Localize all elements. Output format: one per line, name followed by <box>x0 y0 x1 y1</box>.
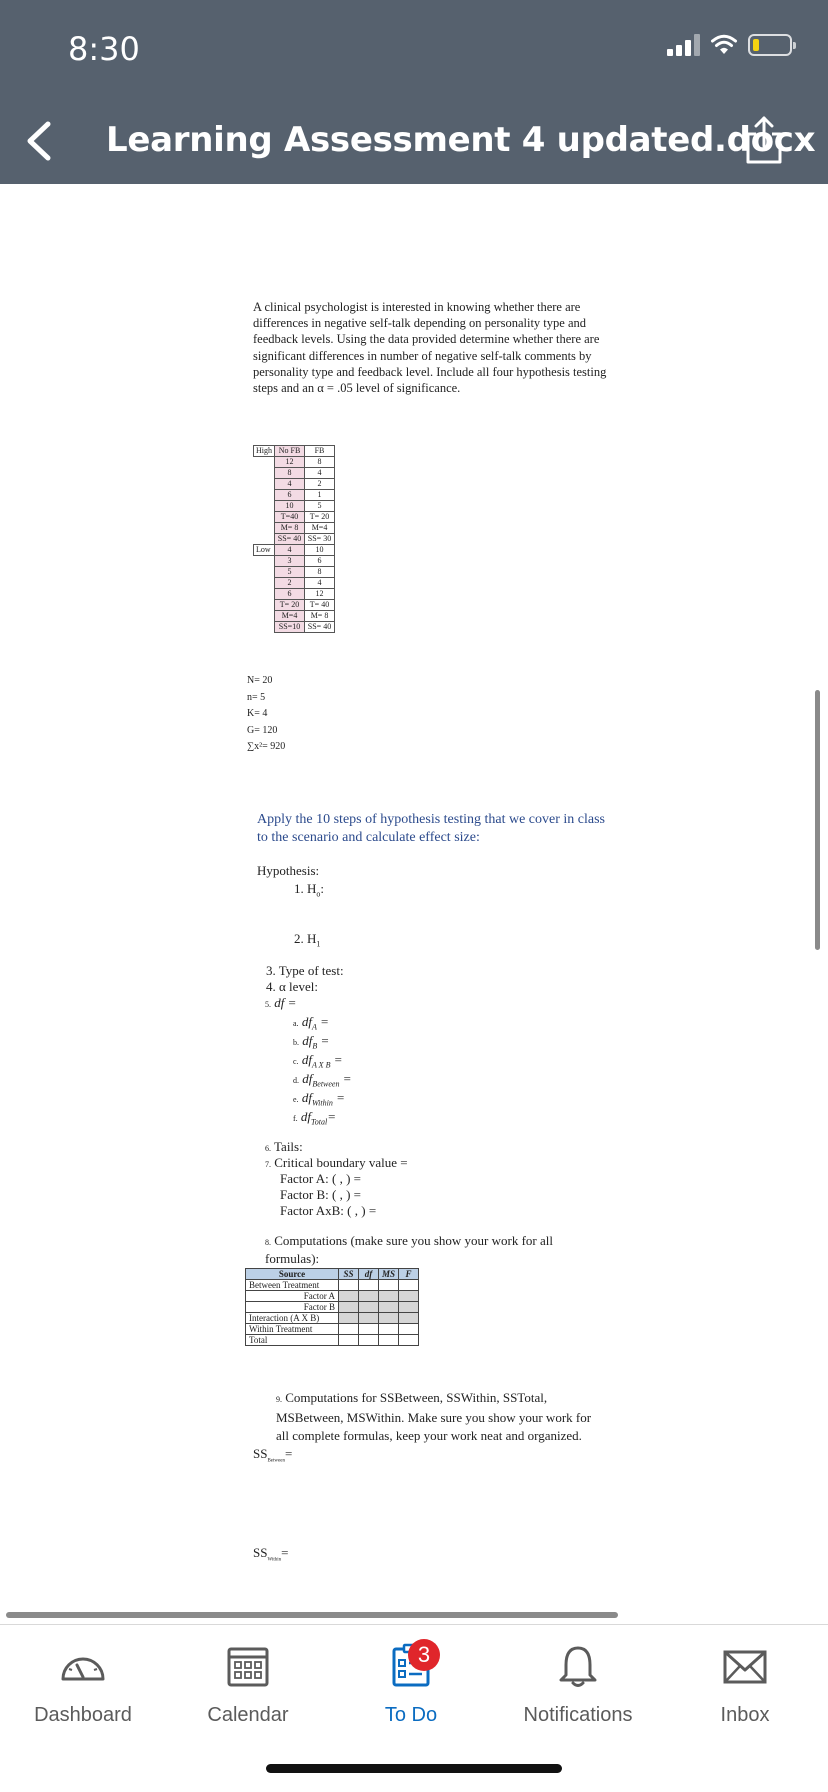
tab-label: Inbox <box>720 1704 770 1726</box>
df-equals: = <box>330 1052 343 1067</box>
step-ss-computations <box>276 1389 606 1445</box>
tab-notifications[interactable] <box>510 1643 646 1727</box>
table-row <box>254 545 335 556</box>
status-time: 8:30 <box>68 30 140 68</box>
table-row <box>254 501 335 512</box>
ss-subscript: Within <box>267 1557 282 1563</box>
step-number: 8. <box>265 1238 271 1247</box>
table-row <box>246 1269 419 1280</box>
alternative-hypothesis <box>294 931 320 949</box>
table-cell: M= 8 <box>305 611 335 622</box>
table-row <box>254 534 335 545</box>
back-chevron-icon[interactable] <box>20 116 60 166</box>
list-marker: a. <box>293 1019 299 1028</box>
battery-icon <box>748 34 792 56</box>
row-interaction: Interaction (A X B) <box>246 1313 339 1324</box>
table-cell: 2 <box>305 479 335 490</box>
step-tails-label: Tails: <box>274 1139 303 1154</box>
h0-label: 1. H <box>294 881 317 896</box>
row-label-low: Low <box>254 545 275 556</box>
tab-label: To Do <box>384 1704 438 1726</box>
df-subscript: Total <box>311 1117 328 1127</box>
df-equals: = <box>327 1109 336 1124</box>
table-row <box>254 457 335 468</box>
bell-icon <box>555 1643 601 1689</box>
column-header-ms: MS <box>379 1269 399 1280</box>
df-symbol: df <box>302 1071 313 1086</box>
ss-symbol: SS <box>253 1446 268 1461</box>
table-cell: 1 <box>305 490 335 501</box>
table-cell: 8 <box>275 468 305 479</box>
table-cell: 3 <box>275 556 305 567</box>
tab-label: Dashboard <box>34 1704 132 1726</box>
question-prompt: A clinical psychologist is interested in knowing whether there are differences in negative self-talk depending on personality type and feedback levels. Using the data provided determine whether there are significant differences in number of negative self-talk comments by personality type and feedback level. Include all four hypothesis testing steps and an α = .05 level of significance. <box>253 300 607 396</box>
stat-n-total: N= 20 <box>247 675 273 686</box>
table-cell: 6 <box>305 556 335 567</box>
df-symbol: df <box>302 1033 313 1048</box>
factor-axb-critical: Factor AxB: ( , ) = <box>280 1203 377 1218</box>
table-cell: 12 <box>305 589 335 600</box>
stat-n-group: n= 5 <box>247 691 266 703</box>
cellular-signal-icon <box>667 34 700 56</box>
table-cell: M=4 <box>275 611 305 622</box>
column-header-fb: FB <box>305 446 335 457</box>
calendar-icon <box>225 1643 271 1689</box>
list-marker: d. <box>293 1076 299 1085</box>
share-icon[interactable] <box>742 114 786 166</box>
step-number: 7. <box>265 1160 271 1169</box>
table-row <box>254 479 335 490</box>
tab-to-do[interactable] <box>366 1643 456 1727</box>
stat-sum-x-squared: ∑x²= 920 <box>247 741 286 752</box>
table-row <box>246 1280 419 1291</box>
h0-subscript: o <box>316 889 321 899</box>
list-marker: e. <box>293 1095 299 1104</box>
step-type-of-test: 3. Type of test: <box>266 963 344 978</box>
df-symbol: df <box>301 1052 312 1067</box>
df-symbol: df <box>301 1014 312 1029</box>
table-row <box>254 600 335 611</box>
tab-label: Notifications <box>523 1704 633 1726</box>
table-cell: SS= 40 <box>305 622 335 633</box>
table-cell: 6 <box>275 589 305 600</box>
inbox-icon <box>722 1643 768 1689</box>
table-cell: 10 <box>305 545 335 556</box>
df-subscript: B <box>312 1041 318 1051</box>
tab-calendar[interactable] <box>198 1643 298 1727</box>
step-tails <box>265 1139 303 1155</box>
step-critical-label: Critical boundary value = <box>274 1155 408 1170</box>
tab-label: Calendar <box>207 1704 289 1726</box>
step-computations <box>265 1233 595 1267</box>
table-cell: T= 20 <box>305 512 335 523</box>
table-cell: SS= 40 <box>275 534 305 545</box>
list-marker: c. <box>293 1057 299 1066</box>
list-marker: f. <box>293 1114 298 1123</box>
table-cell: 4 <box>275 479 305 490</box>
table-cell: 2 <box>275 578 305 589</box>
table-cell: 5 <box>275 567 305 578</box>
table-cell: T= 40 <box>305 600 335 611</box>
table-row <box>246 1313 419 1324</box>
ss-between-line <box>253 1446 292 1464</box>
row-between-treatment: Between Treatment <box>246 1280 339 1291</box>
table-cell: T=40 <box>275 512 305 523</box>
df-symbol: df <box>300 1109 312 1124</box>
column-header-source: Source <box>246 1269 339 1280</box>
table-row <box>254 468 335 479</box>
table-row <box>254 611 335 622</box>
table-row <box>246 1335 419 1346</box>
df-equals: = <box>316 1014 329 1029</box>
row-total: Total <box>246 1335 339 1346</box>
table-cell: M= 8 <box>275 523 305 534</box>
step-number: 9. <box>276 1395 282 1404</box>
table-row <box>254 523 335 534</box>
df-between <box>293 1071 352 1089</box>
anova-table <box>245 1268 419 1346</box>
stat-g: G= 120 <box>247 724 278 736</box>
table-row <box>254 556 335 567</box>
document-viewer[interactable] <box>0 184 828 1624</box>
table-cell: 12 <box>275 457 305 468</box>
df-equals: = <box>332 1090 345 1105</box>
null-hypothesis <box>294 881 324 899</box>
ss-symbol: SS <box>253 1545 268 1560</box>
df-equals: = <box>317 1033 330 1048</box>
table-cell: M=4 <box>305 523 335 534</box>
ss-equals: = <box>284 1446 293 1461</box>
step-ss-label: Computations for SSBetween, SSWithin, SSTotal, MSBetween, MSWithin. Make sure you show your work for all complete formulas, keep your work neat and organized. <box>276 1390 592 1443</box>
step-computations-label: Computations (make sure you show your work for all formulas): <box>265 1233 553 1266</box>
hypothesis-label: Hypothesis: <box>257 863 320 878</box>
home-indicator[interactable] <box>266 1764 562 1773</box>
df-subscript: A X B <box>311 1060 331 1070</box>
tab-dashboard[interactable] <box>28 1643 138 1727</box>
table-cell: 4 <box>275 545 305 556</box>
table-cell: 6 <box>275 490 305 501</box>
h1-label: 2. H <box>294 931 317 946</box>
horizontal-scrollbar[interactable] <box>6 1612 618 1618</box>
step-number: 5. <box>265 1000 271 1009</box>
data-table <box>253 445 335 633</box>
tab-inbox[interactable] <box>710 1643 780 1727</box>
step-critical-value <box>265 1155 408 1171</box>
table-cell: SS= 30 <box>305 534 335 545</box>
df-symbol: df <box>301 1090 312 1105</box>
instructions: Apply the 10 steps of hypothesis testing that we cover in class to the scenario and calculate effect size: <box>257 812 605 845</box>
df-a <box>293 1014 329 1032</box>
table-cell: 8 <box>305 567 335 578</box>
app-header <box>0 0 828 184</box>
table-row <box>254 512 335 523</box>
ss-subscript: Between <box>267 1458 285 1464</box>
df-subscript: Within <box>311 1098 333 1108</box>
factor-a-critical: Factor A: ( , ) = <box>280 1171 361 1186</box>
df-axb <box>293 1052 342 1070</box>
todo-count-badge: 3 <box>408 1639 440 1671</box>
table-cell: SS=10 <box>275 622 305 633</box>
row-label-high: High <box>254 446 275 457</box>
table-cell: 4 <box>305 578 335 589</box>
stat-k: K= 4 <box>247 708 268 719</box>
step-alpha-level: 4. α level: <box>266 979 318 994</box>
step-df <box>265 995 296 1011</box>
table-row <box>246 1291 419 1302</box>
summary-stats <box>247 673 285 756</box>
df-equals: = <box>339 1071 352 1086</box>
ss-within-line <box>253 1545 289 1563</box>
df-subscript: A <box>311 1022 317 1032</box>
vertical-scrollbar[interactable] <box>815 690 820 950</box>
step-df-label: df = <box>274 995 297 1010</box>
column-header-f: F <box>399 1269 419 1280</box>
df-total <box>293 1109 336 1127</box>
list-marker: b. <box>293 1038 299 1047</box>
status-icons <box>667 34 792 56</box>
table-row <box>254 578 335 589</box>
table-row <box>254 490 335 501</box>
table-cell: T= 20 <box>275 600 305 611</box>
table-row <box>254 622 335 633</box>
table-cell: 4 <box>305 468 335 479</box>
row-factor-b: Factor B <box>246 1302 339 1313</box>
column-header-df: df <box>359 1269 379 1280</box>
factor-b-critical: Factor B: ( , ) = <box>280 1187 361 1202</box>
column-header-ss: SS <box>339 1269 359 1280</box>
table-cell: 5 <box>305 501 335 512</box>
table-cell: 10 <box>275 501 305 512</box>
wifi-icon <box>710 34 738 56</box>
table-cell: 8 <box>305 457 335 468</box>
table-row <box>254 446 335 457</box>
table-row <box>246 1324 419 1335</box>
ss-equals: = <box>281 1545 289 1560</box>
df-within <box>293 1090 345 1108</box>
df-subscript: Between <box>312 1079 340 1089</box>
column-header-no-fb: No FB <box>275 446 305 457</box>
table-row <box>254 589 335 600</box>
dashboard-icon <box>57 1643 109 1689</box>
row-within-treatment: Within Treatment <box>246 1324 339 1335</box>
h0-colon: : <box>320 881 325 896</box>
step-number: 6. <box>265 1144 271 1153</box>
row-factor-a: Factor A <box>246 1291 339 1302</box>
document-title: Learning Assessment 4 updated.docx <box>106 120 816 160</box>
table-row <box>254 567 335 578</box>
table-row <box>246 1302 419 1313</box>
h1-subscript: 1 <box>316 939 321 949</box>
df-b <box>293 1033 329 1051</box>
